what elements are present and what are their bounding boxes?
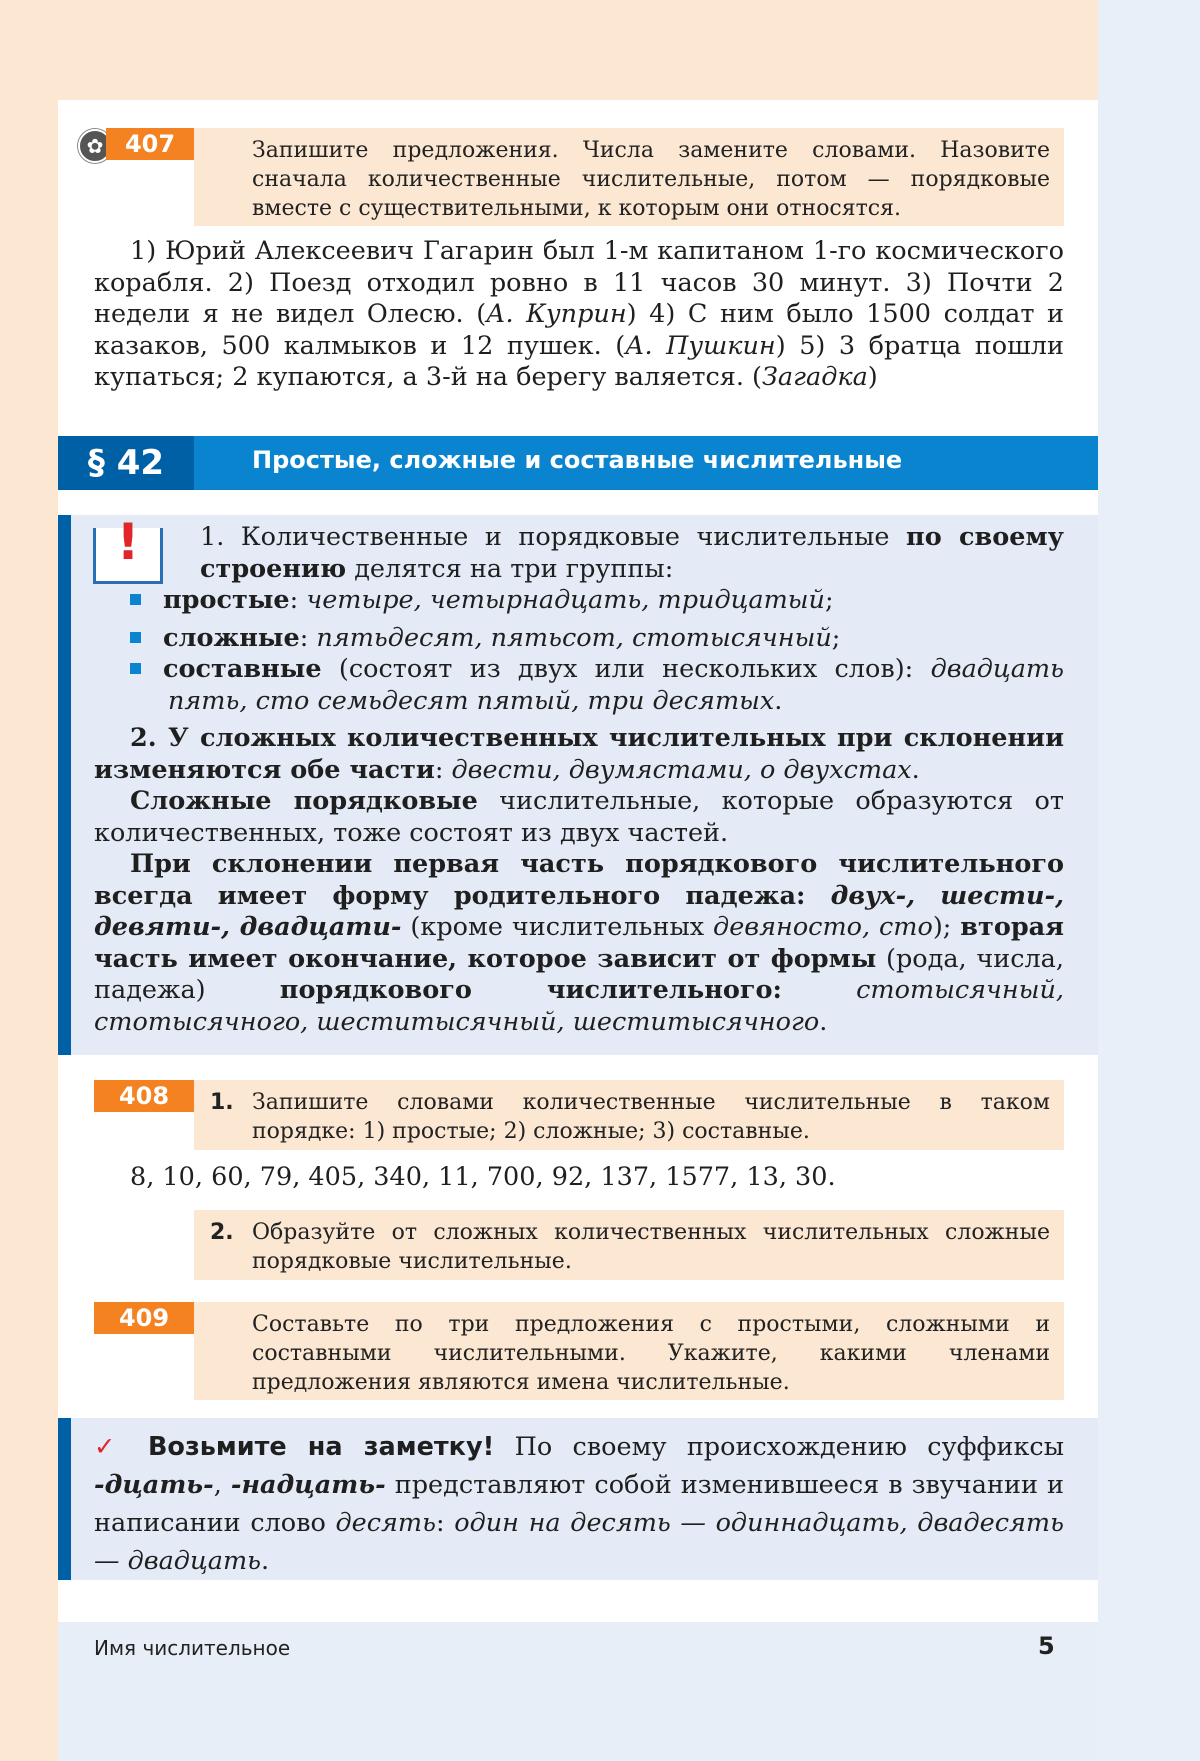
page-number: 5 bbox=[1038, 1632, 1055, 1660]
task-number: 2. bbox=[210, 1220, 234, 1245]
exercise-number-409: 409 bbox=[94, 1302, 194, 1334]
sentence-part: ) 5) 3 братца пошли купаться; 2 купаются, а 3-й на берегу валяется. ( bbox=[94, 330, 1064, 392]
checkmark-icon: ✓ bbox=[94, 1432, 128, 1462]
task-text: Запишите предложения. Числа замените словами. Назовите сначала количественные числительные, потом — порядковые вместе с существительными, к которым они относятся. bbox=[252, 138, 1050, 221]
list-item: сложные: пятьдесят, пятьсот, стотысячный; bbox=[130, 623, 1064, 655]
note-title: Возьмите на заметку! bbox=[147, 1432, 495, 1462]
note-text-part: , bbox=[213, 1470, 231, 1500]
exercise-407-text bbox=[94, 236, 1064, 394]
task-number: 1. bbox=[210, 1090, 234, 1115]
complex-label: сложные bbox=[163, 622, 300, 653]
rule-p4-examples: двух-, шести-, девяти-, двадцати- bbox=[94, 880, 1064, 942]
exercise-408-task-1 bbox=[194, 1080, 1064, 1150]
page-margin-top bbox=[0, 0, 1098, 100]
note-panel-bar bbox=[58, 1418, 71, 1580]
sentence-part: ) 4) С ним было 1500 солдат и казаков, 500 калмыков и 12 пушек. ( bbox=[94, 299, 1064, 361]
footer-chapter-title: Имя числительное bbox=[94, 1636, 291, 1660]
exercise-409-task bbox=[194, 1302, 1064, 1400]
note-text-part: По своему происхождению суффиксы bbox=[494, 1432, 1065, 1462]
note-text-part: представляют собой изменившееся в звучании и написании слово bbox=[94, 1470, 1064, 1538]
bullet-square-icon bbox=[130, 594, 141, 605]
page-margin-right bbox=[1098, 0, 1200, 1761]
rule-p1-end: делятся на три группы: bbox=[346, 553, 674, 584]
rule-p4-bold: вторая часть имеет окончание, которое зависит от формы bbox=[94, 912, 1065, 974]
rule-p4-bold: При склонении первая часть порядкового числительного всегда имеет форму родительного падежа: bbox=[94, 849, 1064, 911]
rule-p4-exceptions: девяносто, сто bbox=[713, 912, 933, 942]
list-item: простые: четыре, четырнадцать, тридцатый; bbox=[130, 585, 1064, 617]
complex-examples: пятьдесят, пятьсот, стотысячный bbox=[316, 622, 832, 653]
exercise-408-task-2 bbox=[194, 1210, 1064, 1280]
sentence-part: ) bbox=[867, 362, 878, 392]
note-text-part: . bbox=[261, 1546, 270, 1576]
bullet-square-icon bbox=[130, 632, 141, 643]
note-text-part: : bbox=[436, 1508, 455, 1538]
list-item: составные (состоят из двух или нескольких слов): двадцать пять, сто семьдесят пятый, три десятых. bbox=[130, 654, 1064, 717]
rule-p4-bold: порядкового числительного: bbox=[279, 975, 782, 1005]
author-pushkin: А. Пушкин bbox=[625, 330, 776, 361]
word-desyat: десять bbox=[335, 1508, 436, 1538]
rule-p4: (кроме числительных bbox=[401, 912, 714, 942]
compound-examples: двадцать пять, сто семьдесят пятый, три десятых bbox=[168, 654, 1064, 716]
section-number: § 42 bbox=[58, 436, 194, 490]
rule-p1: 1. Количественные и порядковые числительные bbox=[200, 522, 907, 552]
note-examples: один на десять — одиннадцать, двадесять — двадцать bbox=[94, 1508, 1064, 1576]
exercise-number-407: 407 bbox=[106, 128, 194, 160]
exercise-407-task bbox=[194, 128, 1064, 226]
exercise-408-numbers: 8, 10, 60, 79, 405, 340, 11, 700, 92, 137, 1577, 13, 30. bbox=[130, 1162, 836, 1192]
task-text: Образуйте от сложных количественных числительных сложные порядковые числительные. bbox=[252, 1220, 1050, 1274]
rule-p3-bold: Сложные порядковые bbox=[130, 786, 478, 816]
simple-examples: четыре, четырнадцать, тридцатый bbox=[306, 585, 825, 615]
page-margin-left bbox=[0, 0, 58, 1761]
suffix-nadcat: -надцать- bbox=[230, 1470, 386, 1500]
note-text bbox=[94, 1428, 1064, 1580]
source-riddle: Загадка bbox=[762, 362, 868, 392]
task-text: Запишите словами количественные числительные в таком порядке: 1) простые; 2) сложные; 3) составные. bbox=[252, 1090, 1050, 1144]
rule-p2-examples: двести, двумястами, о двухстах bbox=[451, 754, 912, 785]
task-text: Составьте по три предложения с простыми, сложными и составными числительными. Укажите, какими членами предложения являются имена числительные. bbox=[252, 1312, 1050, 1395]
section-title: Простые, сложные и составные числительные bbox=[252, 446, 903, 474]
rule-p4-examples-2: стотысячный, стотысячного, шеститысячный, шеститысячного bbox=[94, 975, 1065, 1037]
suffix-dcat: -дцать- bbox=[94, 1470, 214, 1500]
exercise-number-408: 408 bbox=[94, 1080, 194, 1112]
bullet-square-icon bbox=[130, 663, 141, 674]
rule-p4: (рода, числа, падежа) bbox=[94, 943, 1064, 1005]
sentence-part: 1) Юрий Алексеевич Гагарин был 1-м капитаном 1-го космического корабля. 2) Поезд отходил ровно в 11 часов 30 минут. 3) Почти 2 недели я не видел Олесю. ( bbox=[94, 236, 1064, 329]
compound-label: составные bbox=[163, 654, 322, 684]
simple-label: простые bbox=[163, 585, 290, 615]
author-kuprin: А. Куприн bbox=[486, 299, 627, 329]
rule-p2-bold: 2. У сложных количественных числительных при склонении изменяются обе части bbox=[94, 723, 1064, 785]
rule-text: 1. Количественные и порядковые числительные по своему строению делятся на три группы: простые: четыре, четырнадцать, тридцатый; сложные: пятьдесят, пятьсот, стотысячный; составные (состоят из двух или нескольких слов): двадцать пять, сто семьдесят пятый, три десятых. 2. У сложных количественных числительных при склонении изменяются обе части: двести, двумястами, о двухстах. Сложные порядковые числительные, которые образуются от количественных, тоже состоят из двух частей. При склонении первая часть порядкового числительного всегда имеет форму родительного падежа: двух-, шести-, девяти-, двадцати- (кроме числительных девяносто, сто); вторая часть имеет окончание, которое зависит от формы (рода, числа, падежа) порядкового числительного: стотысячный, стотысячного, шеститысячный, шеститысячного. bbox=[94, 522, 1065, 1037]
compound-note: (состоят из двух или нескольких слов): bbox=[321, 654, 931, 684]
rule-p4: ); bbox=[932, 912, 961, 942]
rule-p3: числительные, которые образуются от количественных, тоже состоят из двух частей. bbox=[94, 786, 1064, 848]
rule-panel-bar bbox=[58, 515, 71, 1055]
rule-p1-bold: по своему строению bbox=[200, 522, 1064, 584]
